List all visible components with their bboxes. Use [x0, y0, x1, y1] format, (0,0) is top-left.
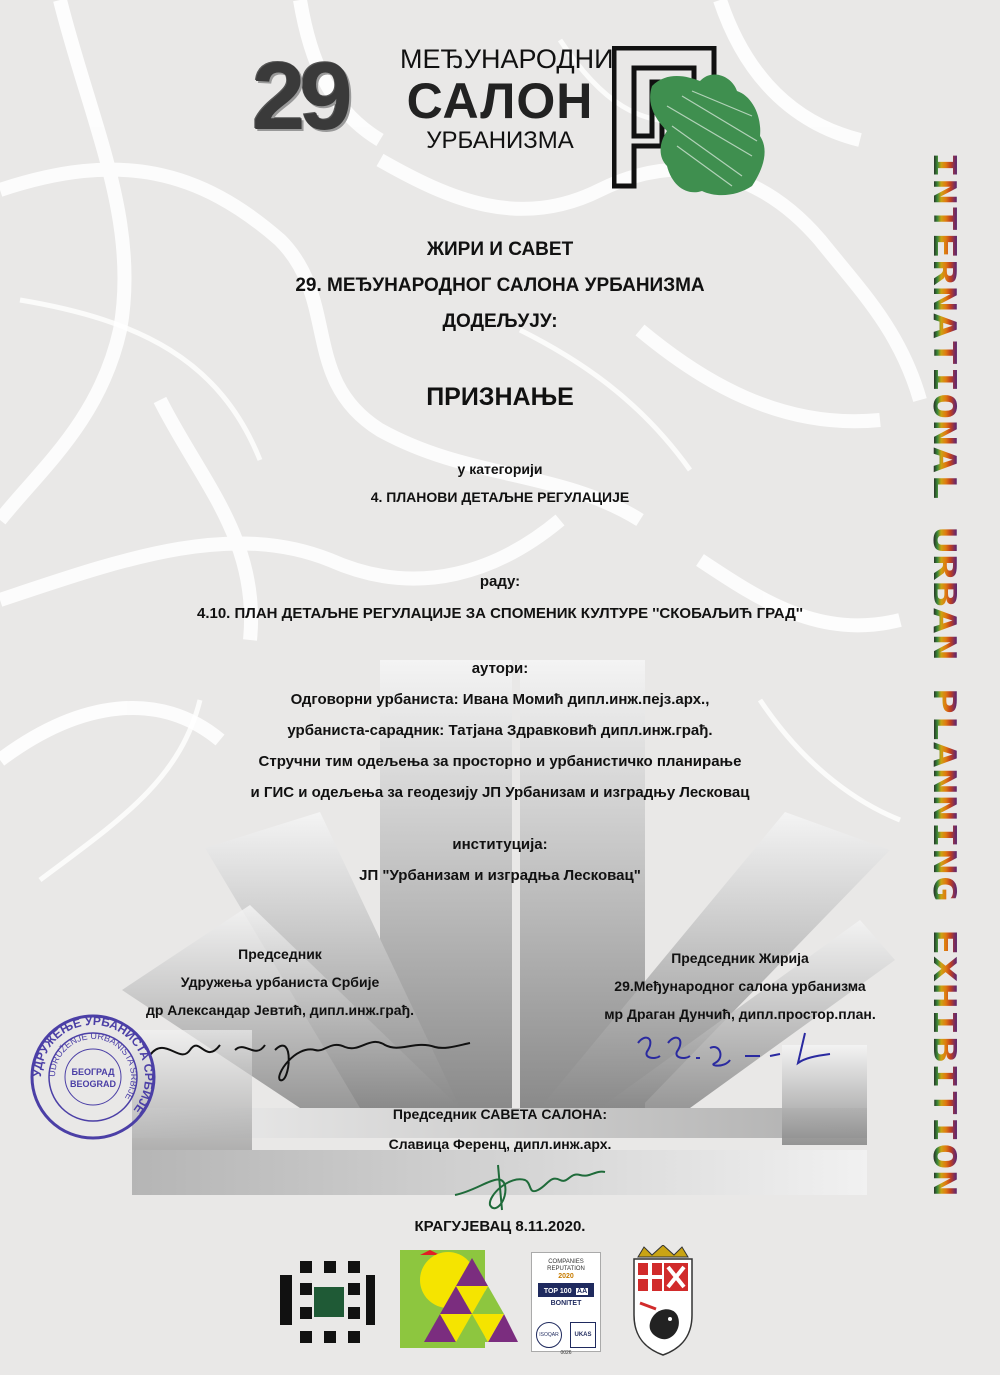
category-label: у категорији: [457, 461, 543, 477]
institution-block: [0, 829, 1000, 891]
award-title: ПРИЗНАЊЕ: [426, 383, 574, 411]
certificate-badge: [531, 1252, 601, 1356]
signatory-center-line1: Председник САВЕТА САЛОНА:: [392, 1106, 608, 1122]
work-block: [0, 566, 1000, 630]
place-date: КРАГУЈЕВАЦ 8.11.2020.: [414, 1218, 586, 1235]
badge-ukas: UKAS: [570, 1322, 596, 1348]
author-line: Одговорни урбаниста: Ивана Момић дипл.инж.пејз.арх.,: [290, 691, 710, 708]
stamp-outer-text: УДРУЖЕЊЕ УРБАНИСТА СРБИЈЕ: [29, 1013, 157, 1117]
signatory-left: [130, 940, 430, 1024]
signatory-right-line1: Председник Жирија: [671, 950, 809, 966]
association-stamp: [28, 1012, 158, 1142]
signatory-right-line2: 29.Међународног салона урбанизма: [614, 978, 866, 994]
badge-line2: REPUTATION: [547, 1266, 585, 1272]
authors-block: [0, 653, 1000, 808]
badge-code: 0026: [560, 1350, 572, 1356]
author-line: урбаниста-сарадник: Татјана Здравковић дипл.инж.грађ.: [287, 722, 713, 739]
institution-value: ЈП "Урбанизам и изградња Лесковац": [359, 867, 641, 884]
signatory-left-line3: др Александар Јевтић, дипл.инж.грађ.: [145, 1002, 415, 1018]
signatory-center-line2: Славица Ференц, дипл.инж.арх.: [388, 1136, 612, 1152]
author-line: Стручни тим одељења за просторно и урбанистичко планирање: [258, 753, 742, 770]
work-label: раду:: [479, 573, 521, 590]
serbia-map-logo-icon: [612, 46, 777, 202]
signature-right: [630, 1028, 840, 1073]
city-coat-of-arms-icon: [632, 1245, 694, 1357]
header-block: [0, 232, 1000, 340]
work-value: 4.10. ПЛАН ДЕТАЉНЕ РЕГУЛАЦИЈЕ ЗА СПОМЕНИК КУЛТУРЕ ''СКОБАЉИЋ ГРАД'': [196, 605, 803, 622]
signatory-right: [580, 944, 900, 1028]
header-line2: 29. МЕЂУНАРОДНОГ САЛОНА УРБАНИЗМА: [295, 275, 705, 296]
badge-rating: AA: [577, 1288, 588, 1295]
badge-iso: ISOQAR: [536, 1322, 562, 1348]
signatory-left-line2: Удружења урбаниста Србије: [180, 974, 380, 990]
signatory-left-line1: Председник: [238, 946, 322, 962]
logo-line3: УРБАНИЗМА: [426, 127, 574, 154]
grid-logo-icon: [280, 1253, 375, 1348]
stamp-center2: BEOGRAD: [69, 1079, 117, 1089]
logo-line1: МЕЂУНАРОДНИ: [400, 44, 614, 74]
badge-top: TOP 100: [543, 1288, 572, 1295]
logo-number: 29: [252, 43, 347, 150]
badge-bonitet: BONITET: [550, 1300, 582, 1307]
header-line3: ДОДЕЉУЈУ:: [442, 311, 558, 332]
institution-label: институција:: [452, 836, 548, 853]
logo-words: [400, 44, 614, 155]
triangle-logo-icon: [400, 1250, 518, 1350]
signatory-right-line3: мр Драган Дунчић, дипл.простор.план.: [604, 1006, 876, 1022]
logo-line2: САЛОН: [406, 73, 594, 129]
stamp-inner-text: UDRUŽENJE URBANISTA SRBIJE: [46, 1030, 140, 1103]
signature-center: [450, 1150, 610, 1220]
badge-year: 2020: [558, 1273, 574, 1280]
badge-line1: COMPANIES: [548, 1259, 584, 1265]
category-block: [0, 455, 1000, 511]
stamp-center1: БЕОГРАД: [71, 1067, 115, 1077]
vertical-title-text: INTERNATIONAL URBAN PLANNING EXHIBITION: [926, 152, 962, 912]
authors-label: аутори:: [471, 660, 529, 677]
author-line: и ГИС и одељења за геодезију ЈП Урбанизам и изградњу Лесковац: [250, 784, 750, 801]
category-value: 4. ПЛАНОВИ ДЕТАЉНЕ РЕГУЛАЦИЈЕ: [370, 489, 630, 505]
signature-left: [145, 1025, 475, 1095]
header-line1: ЖИРИ И САВЕТ: [426, 239, 574, 260]
